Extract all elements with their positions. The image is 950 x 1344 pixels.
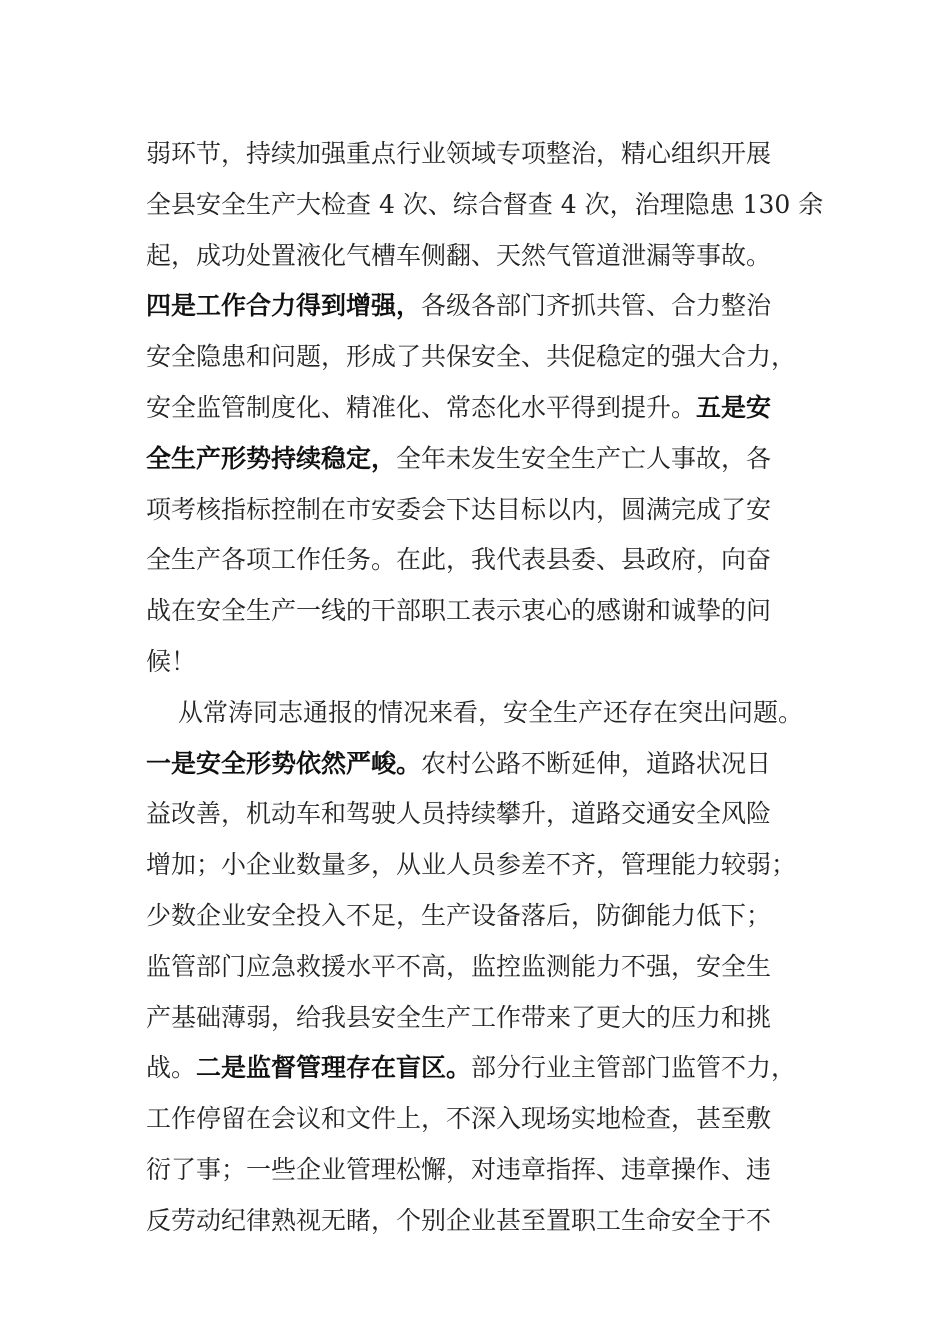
- text-line: [146, 138, 771, 170]
- text-line: [146, 240, 771, 272]
- body-text: 部分行业主管部门监管不力，: [471, 1053, 797, 1082]
- body-text: 候！: [146, 647, 197, 676]
- text-line: [146, 443, 771, 475]
- body-text: 弱环节，持续加强重点行业领域专项整治，精心组织开展: [146, 139, 772, 168]
- body-text: 产基础薄弱，给我县安全生产工作带来了更大的压力和挑: [146, 1003, 772, 1032]
- text-line: [146, 189, 823, 221]
- body-text: 战。: [146, 1053, 197, 1082]
- body-text: 从常涛同志通报的情况来看，安全生产还存在突出问题。: [178, 698, 804, 727]
- text-line: [146, 544, 771, 576]
- body-text: 少数企业安全投入不足，生产设备落后，防御能力低下；: [146, 901, 772, 930]
- text-line: [146, 1103, 771, 1135]
- text-line: [146, 1205, 771, 1237]
- body-text: 项考核指标控制在市安委会下达目标以内，圆满完成了安: [146, 495, 772, 524]
- body-text: 农村公路不断延伸，道路状况日: [421, 749, 772, 778]
- bold-heading-text: 全生产形势持续稳定，: [146, 444, 397, 473]
- body-text: 全县安全生产大检查 4 次、综合督查 4 次，治理隐患 130 余: [146, 190, 824, 219]
- text-line: [146, 1154, 771, 1186]
- text-line: [146, 341, 796, 373]
- text-line: [146, 900, 771, 932]
- body-text: 增加；小企业数量多，从业人员参差不齐，管理能力较弱；: [146, 850, 797, 879]
- body-text: 起，成功处置液化气槽车侧翻、天然气管道泄漏等事故。: [146, 241, 772, 270]
- text-line: [146, 494, 771, 526]
- text-line: [146, 290, 771, 322]
- body-text: 战在安全生产一线的干部职工表示衷心的感谢和诚挚的问: [146, 596, 772, 625]
- body-text: 益改善，机动车和驾驶人员持续攀升，道路交通安全风险: [146, 799, 772, 828]
- body-text: 衍了事；一些企业管理松懈，对违章指挥、违章操作、违: [146, 1155, 772, 1184]
- body-text: 全生产各项工作任务。在此，我代表县委、县政府，向奋: [146, 545, 772, 574]
- body-text: 各级各部门齐抓共管、合力整治: [421, 291, 772, 320]
- text-line: [146, 392, 771, 424]
- text-line: [146, 951, 771, 983]
- text-line: [146, 748, 771, 780]
- bold-heading-text: 二是监督管理存在盲区。: [196, 1053, 472, 1082]
- body-text: 全年未发生安全生产亡人事故，各: [396, 444, 772, 473]
- text-line: [146, 1002, 771, 1034]
- body-text: 反劳动纪律熟视无睹，个别企业甚至置职工生命安全于不: [146, 1206, 772, 1235]
- text-line: [146, 1052, 796, 1084]
- text-line: [178, 697, 803, 729]
- bold-heading-text: 五是安: [696, 393, 772, 422]
- body-text: 安全隐患和问题，形成了共保安全、共促稳定的强大合力，: [146, 342, 797, 371]
- text-line: [146, 798, 771, 830]
- text-line: [146, 849, 796, 881]
- body-text: 工作停留在会议和文件上，不深入现场实地检查，甚至敷: [146, 1104, 772, 1133]
- bold-heading-text: 四是工作合力得到增强，: [146, 291, 422, 320]
- body-text: 监管部门应急救援水平不高，监控监测能力不强，安全生: [146, 952, 772, 981]
- text-line: [146, 646, 196, 678]
- bold-heading-text: 一是安全形势依然严峻。: [146, 749, 422, 778]
- body-text: 安全监管制度化、精准化、常态化水平得到提升。: [146, 393, 697, 422]
- text-line: [146, 595, 771, 627]
